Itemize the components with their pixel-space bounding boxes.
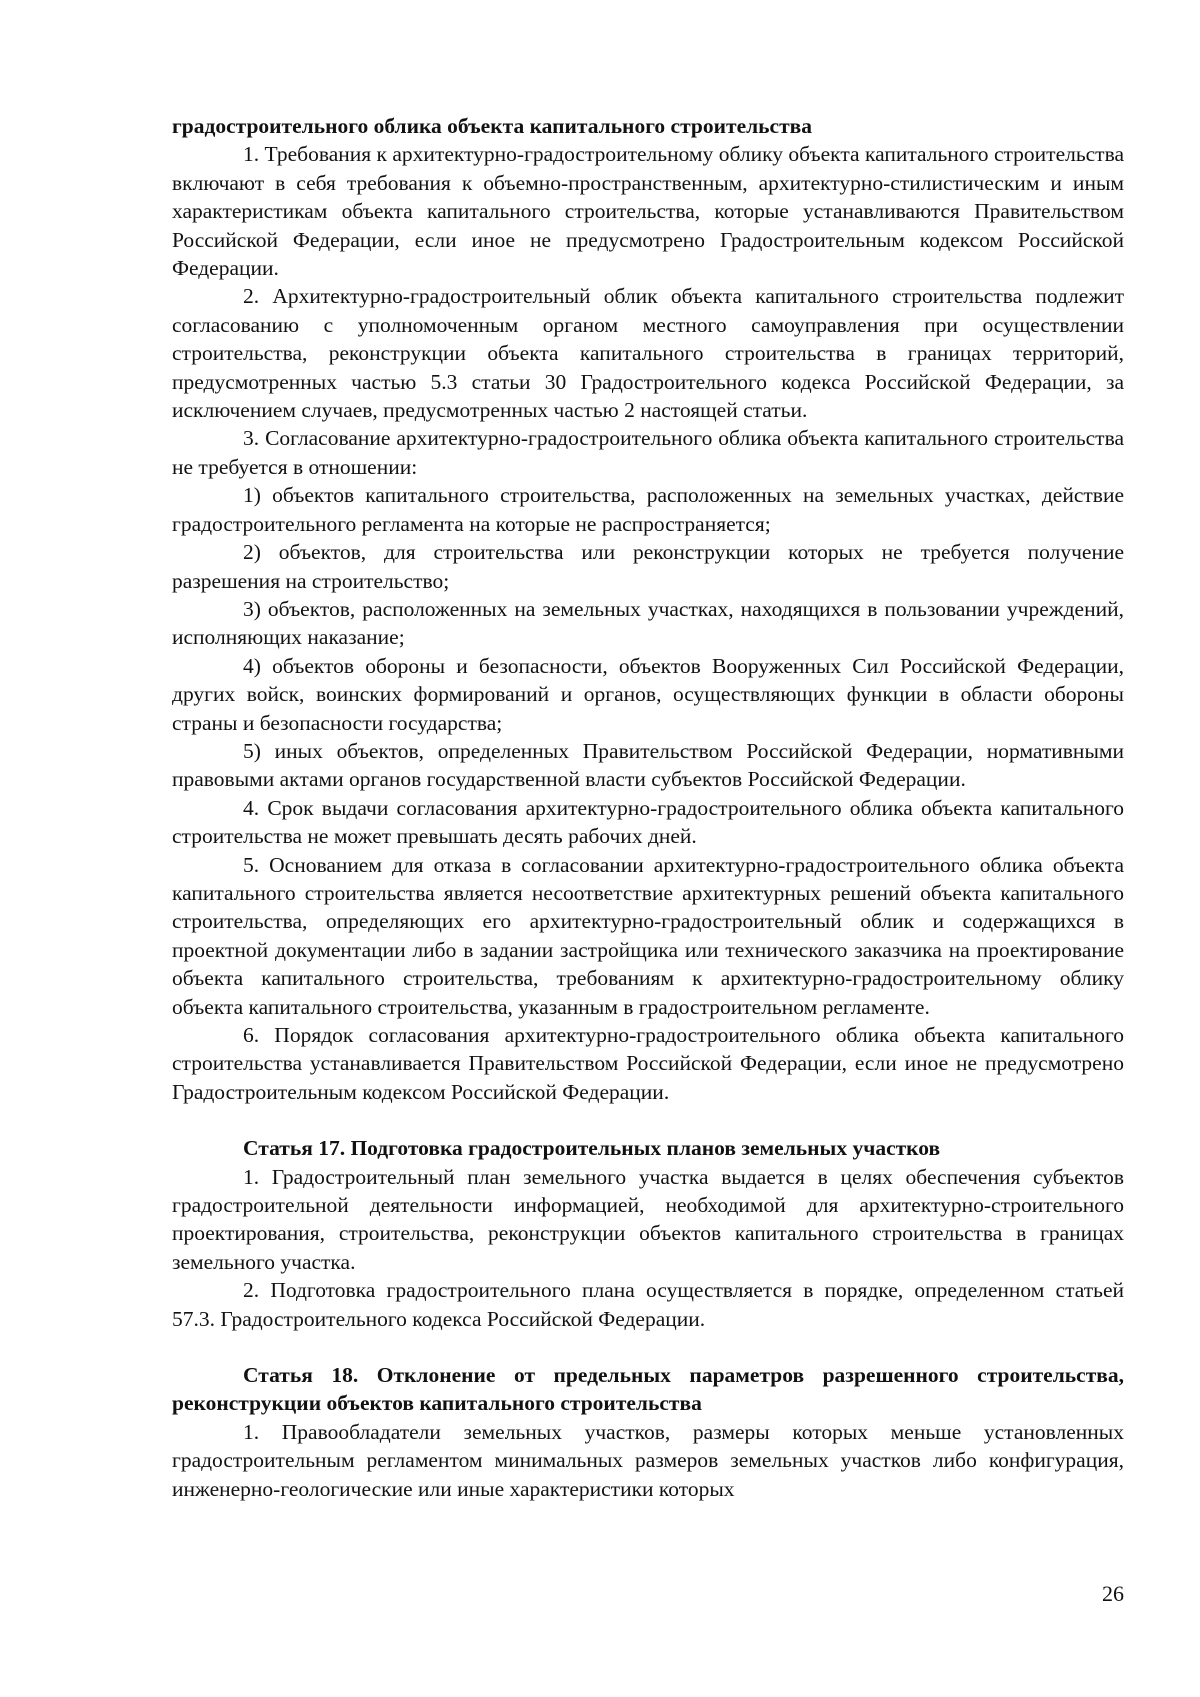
- article-18-heading: Статья 18. Отклонение от предельных параметров разрешенного строительства, реконструкции объектов капитального строительства: [172, 1363, 1124, 1416]
- paragraph: 2. Подготовка градостроительного плана осуществляется в порядке, определенном статьей 57.3. Градостроительного кодекса Российской Федерации.: [172, 1278, 1124, 1331]
- list-item: 5) иных объектов, определенных Правительством Российской Федерации, нормативными правовыми актами органов государственной власти субъектов Российской Федерации.: [172, 738, 1124, 792]
- list-item: 1) объектов капитального строительства, расположенных на земельных участках, действие градостроительного регламента на которые не распространяется;: [172, 483, 1124, 536]
- paragraph: 1. Градостроительный план земельного участка выдается в целях обеспечения субъектов градостроительной деятельности информацией, необходимой для архитектурно-строительного проектирования, строительства, реконструкции объектов капитального строительства в границах земельного участка.: [172, 1164, 1124, 1274]
- paragraph: 6. Порядок согласования архитектурно-градостроительного облика объекта капитального строительства устанавливается Правительством Российской Федерации, если иное не предусмотрено Градостроительным кодексом Российской Федерации.: [172, 1023, 1124, 1104]
- paragraph: 5. Основанием для отказа в согласовании архитектурно-градостроительного облика объекта капитального строительства является несоответствие архитектурных решений объекта капитального строительства, определяющих его архитектурно-градостроительный облик и содержащихся в проектной документации либо в задании застройщика или технического заказчика на проектирование объекта капитального строительства, требованиям к архитектурно-градостроительному облику объекта капитального строительства, указанным в градостроительном регламенте.: [172, 852, 1124, 1019]
- paragraph: 1. Требования к архитектурно-градостроительному облику объекта капитального строительства включают в себя требования к объемно-пространственным, архитектурно-стилистическим и иным характеристикам объекта капитального строительства, которые устанавливаются Правительством Российской Федерации, если иное не предусмотрено Градостроительным кодексом Российской Федерации.: [172, 142, 1124, 281]
- list-item: 4) объектов обороны и безопасности, объектов Вооруженных Сил Российской Федерации, других войск, воинских формирований и органов, осуществляющих функции в области обороны страны и безопасности государства;: [172, 653, 1124, 735]
- document-body: [172, 112, 1124, 1503]
- paragraph: 1. Правообладатели земельных участков, размеры которых меньше установленных градостроительным регламентом минимальных размеров земельных участков либо конфигурация, инженерно-геологические или иные характеристики которых: [172, 1419, 1124, 1501]
- article-17-heading: Статья 17. Подготовка градостроительных планов земельных участков: [243, 1136, 941, 1161]
- list-item: 3) объектов, расположенных на земельных участках, находящихся в пользовании учреждений, исполняющих наказание;: [172, 596, 1124, 650]
- paragraph: 4. Срок выдачи согласования архитектурно-градостроительного облика объекта капитального строительства не может превышать десять рабочих дней.: [172, 795, 1124, 849]
- list-item: 2) объектов, для строительства или реконструкции которых не требуется получение разрешения на строительство;: [172, 540, 1124, 593]
- page-number: 26: [1102, 1581, 1124, 1606]
- section-heading-continued: градостроительного облика объекта капитального строительства: [172, 114, 813, 138]
- paragraph: 2. Архитектурно-градостроительный облик объекта капитального строительства подлежит согласованию с уполномоченным органом местного самоуправления при осуществлении строительства, реконструкции объекта капитального строительства в границах территорий, предусмотренных частью 5.3 статьи 30 Градостроительного кодекса Российской Федерации, за исключением случаев, предусмотренных частью 2 настоящей статьи.: [172, 284, 1124, 423]
- paragraph: 3. Согласование архитектурно-градостроительного облика объекта капитального строительства не требуется в отношении:: [172, 426, 1124, 479]
